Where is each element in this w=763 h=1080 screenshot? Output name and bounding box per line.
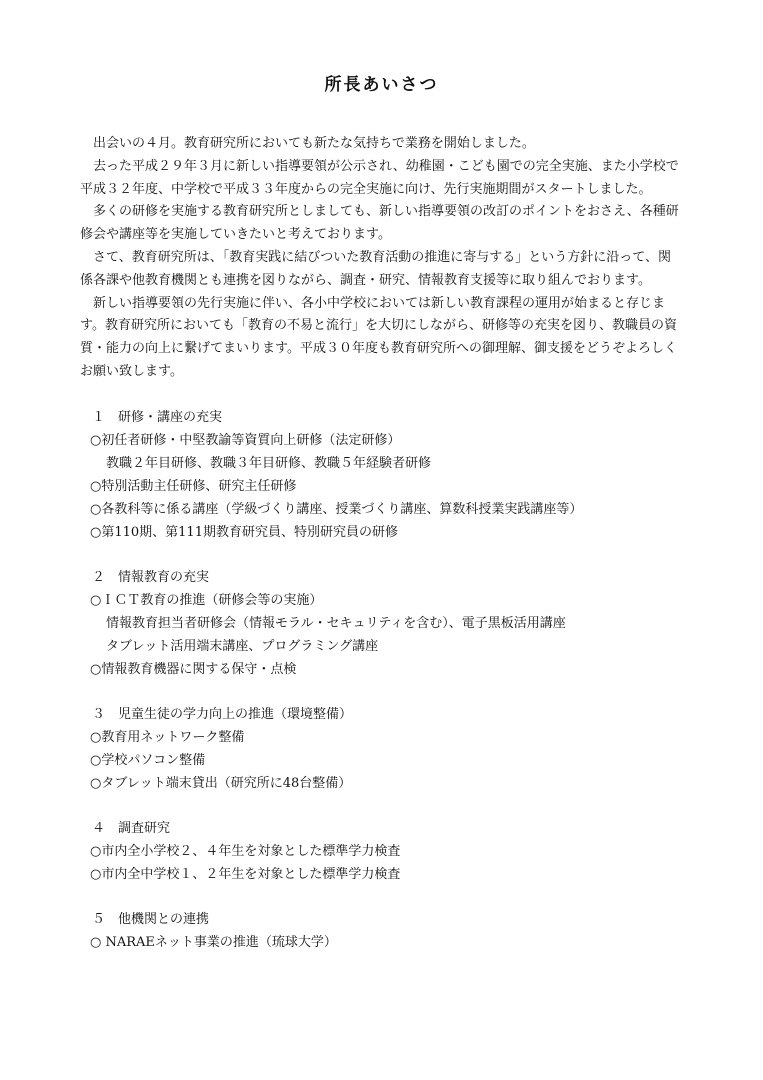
- section-heading: ２ 情報教育の充実: [92, 569, 210, 585]
- section-heading: ４ 調査研究: [92, 820, 171, 836]
- greeting-paragraph: 去った平成２９年３月に新しい指導要領が公示され、幼稚園・こども園での完全実施、また小学校で平成３２年度、中学校で平成３３年度からの完全実施に向け、先行実施期間がスタートしました。: [80, 158, 679, 197]
- list-item: ○市内全小学校２、４年生を対象とした標準学力検査: [90, 843, 401, 859]
- list-item: ○第110期、第111期教育研究員、特別研究員の研修: [90, 524, 398, 540]
- greeting-paragraph: 多くの研修を実施する教育研究所としましても、新しい指導要領の改訂のポイントをおさえ、各種研修会や講座等を実施していきたいと考えております。: [80, 204, 679, 243]
- list-item: ○タブレット端末貸出（研究所に48台整備）: [90, 775, 352, 791]
- section-info-education: [80, 566, 683, 681]
- greeting-paragraph: 新しい指導要領の先行実施に伴い、各小中学校においては新しい教育課程の運用が始まると存じます。教育研究所においても「教育の不易と流行」を大切にしながら、研修等の充実を図り、教職員の資質・能力の向上に繋げてまいります。平成３０年度も教育研究所への御理解、御支援をどうぞよろしくお願い致します。: [80, 295, 677, 379]
- list-item: ○情報教育機器に関する保守・点検: [90, 661, 297, 677]
- list-item: ○各教科等に係る講座（学級づくり講座、授業づくり講座、算数科授業実践講座等）: [90, 501, 583, 517]
- section-partnership: [80, 908, 683, 954]
- list-subitem: 教職２年目研修、教職３年目研修、教職５年経験者研修: [106, 455, 432, 471]
- list-item: ○ＩＣＴ教育の推進（研修会等の実施）: [90, 592, 323, 608]
- greeting-paragraph: さて、教育研究所は、「教育実践に結びついた教育活動の推進に寄与する」という方針に沿って、関係各課や他教育機関とも連携を図りながら、調査・研究、情報教育支援等に取り組んでおります。: [80, 249, 671, 288]
- greeting-body: [80, 133, 683, 384]
- list-item: ○特別活動主任研修、研究主任研修: [90, 478, 297, 494]
- list-subitem: タブレット活用端末講座、プログラミング講座: [106, 638, 379, 654]
- section-heading: ５ 他機関との連携: [92, 911, 210, 927]
- section-heading: ３ 児童生徒の学力向上の推進（環境整備）: [92, 706, 353, 722]
- list-item: ○教育用ネットワーク整備: [90, 729, 245, 745]
- section-academic: [80, 703, 683, 795]
- list-item: ○市内全中学校１、２年生を対象とした標準学力検査: [90, 866, 401, 882]
- list-item: ○学校パソコン整備: [90, 752, 206, 768]
- list-subitem: 情報教育担当者研修会（情報モラル・セキュリティを含む）、電子黒板活用講座: [106, 615, 566, 631]
- section-heading: １ 研修・講座の充実: [92, 409, 223, 425]
- list-item: ○初任者研修・中堅教諭等資質向上研修（法定研修）: [90, 432, 401, 448]
- section-research: [80, 817, 683, 886]
- greeting-paragraph: 出会いの４月。教育研究所においても新たな気持ちで業務を開始しました。: [93, 136, 535, 151]
- page-title: 所長あいさつ: [324, 75, 439, 95]
- list-item: ○ NARAEネット事業の推進（琉球大学）: [90, 934, 337, 950]
- section-training: [80, 406, 683, 544]
